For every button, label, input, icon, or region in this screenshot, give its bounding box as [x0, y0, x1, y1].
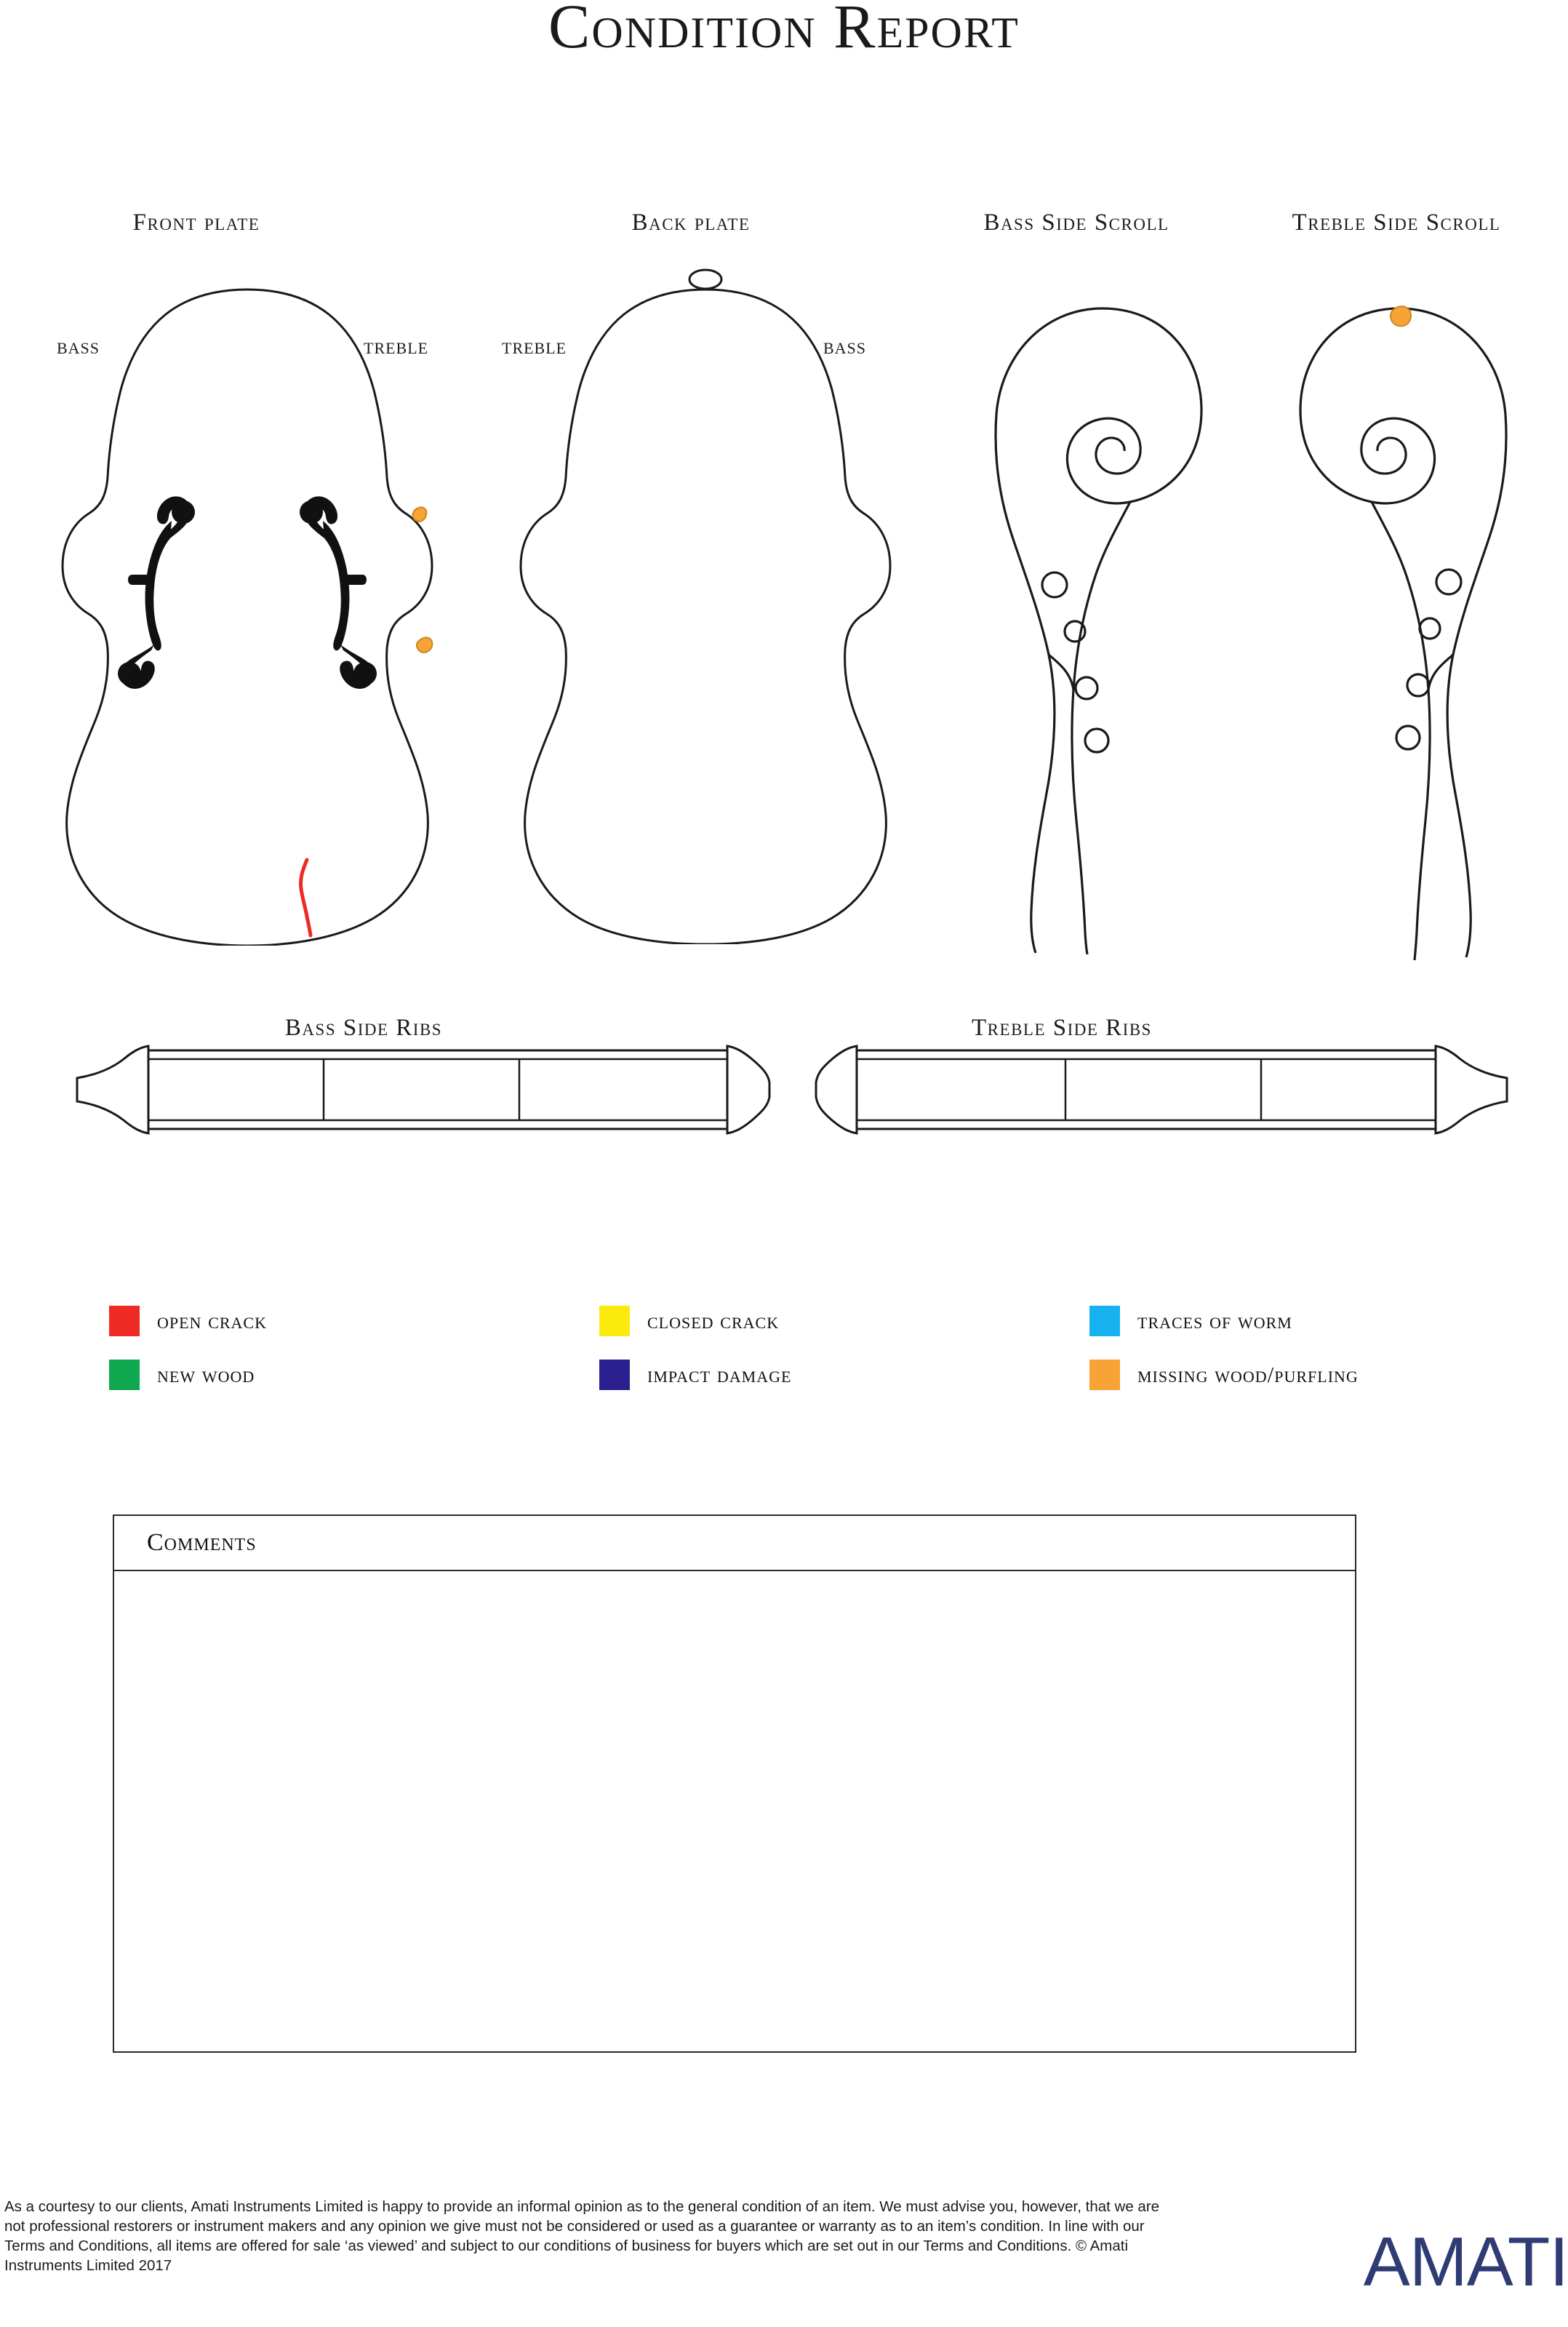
front-plate-diagram: [44, 276, 451, 949]
comments-heading-row: [114, 1516, 1355, 1571]
amati-logo: AMATI: [1363, 2223, 1568, 2301]
treble-side-scroll-diagram: [1287, 247, 1535, 964]
front-plate-treble-label: TREBLE: [364, 339, 429, 357]
legend-label-new-wood: new wood: [157, 1362, 255, 1387]
caption-bass-side-scroll: Bass Side Scroll: [983, 209, 1169, 236]
rib-left-corner: [77, 1046, 148, 1133]
rib-right-corner: [1436, 1046, 1507, 1133]
comments-heading: Comments: [147, 1529, 257, 1556]
peg-hole-2: [1420, 618, 1440, 639]
back-plate-button: [689, 270, 721, 289]
rib-body: [148, 1050, 727, 1129]
scroll-pegbox-front-bass: [1072, 502, 1130, 954]
legend-label-traces-of-worm: traces of worm: [1137, 1308, 1292, 1333]
caption-treble-side-scroll: Treble Side Scroll: [1292, 209, 1501, 236]
legend-item-traces-of-worm: [1089, 1306, 1491, 1336]
swatch-traces-of-worm: [1089, 1306, 1120, 1336]
front-plate-bass-label: BASS: [57, 339, 100, 357]
swatch-missing-wood: [1089, 1360, 1120, 1390]
swatch-new-wood: [109, 1360, 140, 1390]
front-plate-outline: [63, 290, 432, 946]
annotation-missing-wood-upper: [413, 507, 427, 521]
caption-treble-side-ribs: Treble Side Ribs: [972, 1015, 1152, 1041]
rib-left-corner: [816, 1046, 857, 1133]
treble-side-ribs-diagram: [815, 1040, 1513, 1146]
legend-label-closed-crack: closed crack: [647, 1308, 780, 1333]
annotation-missing-wood-scroll: [1391, 306, 1411, 326]
page-title: Condition Report: [548, 0, 1020, 61]
caption-front-plate: Front plate: [132, 209, 260, 236]
legend-item-new-wood: [109, 1360, 599, 1390]
annotation-missing-wood-lower: [417, 637, 432, 652]
swatch-impact-damage: [599, 1360, 630, 1390]
peg-hole-1: [1436, 570, 1461, 594]
scroll-pegbox-front-treble: [1372, 502, 1430, 960]
bass-side-scroll-diagram: [967, 256, 1207, 958]
scroll-volute-treble: [1300, 308, 1505, 503]
legend-row-1: [109, 1306, 1491, 1336]
comments-box: [113, 1514, 1356, 2053]
scroll-back-profile-bass: [996, 415, 1055, 953]
legend-label-missing-wood: missing wood/purfling: [1137, 1362, 1359, 1387]
legend-item-open-crack: [109, 1306, 599, 1336]
swatch-closed-crack: [599, 1306, 630, 1336]
back-plate-treble-label: TREBLE: [502, 339, 567, 357]
bass-side-ribs-diagram: [73, 1040, 771, 1146]
rib-right-corner: [727, 1046, 769, 1133]
legend-label-impact-damage: impact damage: [647, 1362, 792, 1387]
legend-item-closed-crack: [599, 1306, 1089, 1336]
back-plate-diagram: [502, 268, 909, 948]
back-plate-outline: [521, 290, 890, 944]
caption-back-plate: Back plate: [631, 209, 751, 236]
caption-bass-side-ribs: Bass Side Ribs: [284, 1015, 443, 1041]
legend-label-open-crack: open crack: [157, 1308, 267, 1333]
peg-hole-4: [1085, 729, 1108, 752]
legend: [109, 1306, 1491, 1413]
peg-hole-3: [1076, 677, 1097, 699]
peg-hole-1: [1042, 572, 1067, 597]
back-plate-bass-label: BASS: [823, 339, 867, 357]
legend-item-impact-damage: [599, 1360, 1089, 1390]
legend-row-2: [109, 1360, 1491, 1390]
legend-item-missing-wood: [1089, 1360, 1491, 1390]
scroll-volute-bass: [996, 308, 1201, 503]
peg-hole-3: [1407, 674, 1429, 696]
comments-input[interactable]: [114, 1571, 1355, 2051]
rib-body: [857, 1050, 1436, 1129]
peg-hole-4: [1396, 726, 1420, 749]
scroll-back-profile-treble: [1447, 415, 1506, 957]
footer-disclaimer: As a courtesy to our clients, Amati Instruments Limited is happy to provide an informal opinion as to the general condition of an item. We must advise you, however, that we are not professional restorers or instrument makers and any opinion we give must not be considered or used as a guarantee or warranty as to an item’s condition. In line with our Terms and Conditions, all items are offered for sale ‘as viewed’ and subject to our conditions of business for buyers which are set out in our Terms and Conditions. © Amati Instruments Limited 2017: [4, 2198, 1160, 2274]
swatch-open-crack: [109, 1306, 140, 1336]
